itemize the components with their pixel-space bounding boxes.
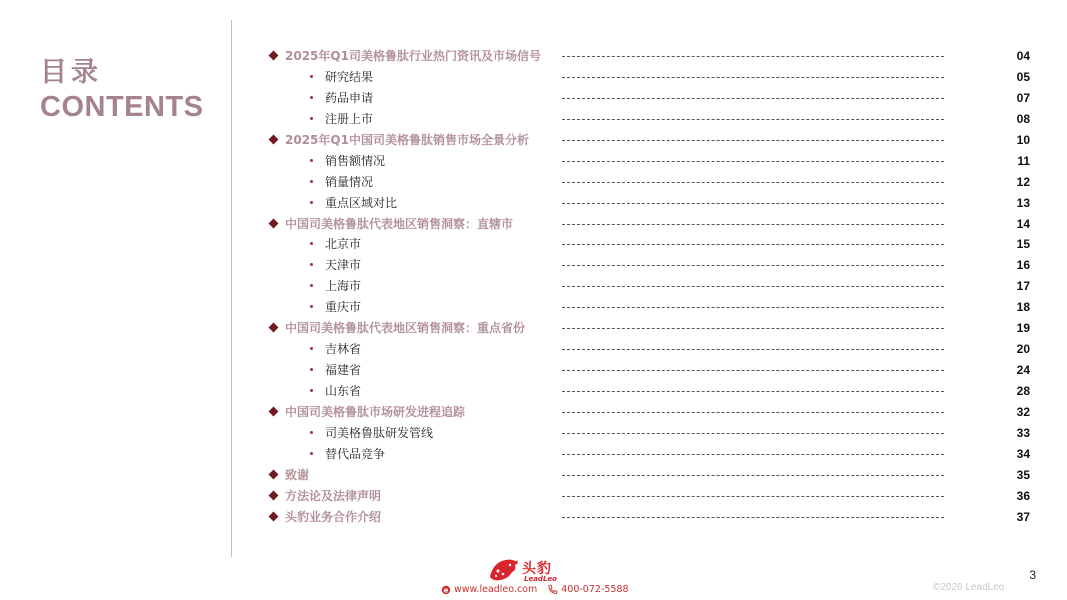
toc-section-label: 中国司美格鲁肽市场研发进程追踪 (285, 404, 466, 419)
toc-subitem-label: 药品申请 (325, 90, 374, 105)
toc-section-label: 中国司美格鲁肽代表地区销售洞察：直辖市 (285, 216, 514, 231)
toc-section-label: 2025年Q1中国司美格鲁肽销售市场全景分析 (285, 132, 529, 147)
toc-subitem-label: 北京市 (325, 237, 362, 252)
diamond-bullet-icon (269, 406, 279, 416)
toc-page-number: 07 (1016, 90, 1030, 105)
dot-bullet-icon (310, 263, 313, 266)
dotted-leader (562, 56, 944, 57)
toc-page-number: 11 (1017, 153, 1030, 168)
toc-page-number: 24 (1016, 363, 1030, 378)
dotted-leader (562, 454, 944, 455)
toc-subitem-row[interactable] (268, 255, 1038, 276)
diamond-bullet-icon (269, 51, 279, 61)
diamond-bullet-icon (269, 218, 279, 228)
toc-subitem-row[interactable] (268, 234, 1038, 255)
phone-icon (547, 584, 558, 595)
toc-section-label: 方法论及法律声明 (285, 488, 382, 503)
toc-page-number: 18 (1016, 300, 1030, 315)
dot-bullet-icon (310, 201, 313, 204)
toc-subitem-row[interactable] (268, 151, 1038, 172)
dotted-leader (562, 244, 944, 245)
page-number: 3 (1029, 568, 1036, 582)
dotted-leader (562, 119, 944, 120)
toc-subitem-row[interactable] (268, 172, 1038, 193)
toc-subitem-label: 上海市 (325, 279, 362, 294)
dotted-leader (562, 286, 944, 287)
toc-section-row[interactable] (268, 486, 1038, 507)
toc-subitem-label: 司美格鲁肽研发管线 (325, 425, 434, 440)
toc-page-number: 35 (1016, 467, 1030, 482)
contents-title (40, 56, 204, 124)
toc-subitem-row[interactable] (268, 88, 1038, 109)
dot-bullet-icon (310, 389, 313, 392)
dot-bullet-icon (310, 117, 313, 120)
dot-bullet-icon (310, 431, 313, 434)
dot-bullet-icon (310, 368, 313, 371)
toc-subitem-row[interactable] (268, 381, 1038, 402)
dot-bullet-icon (310, 180, 313, 183)
toc-subitem-label: 销量情况 (325, 174, 374, 189)
diamond-bullet-icon (269, 469, 279, 479)
toc-subitem-label: 销售额情况 (325, 153, 386, 168)
toc-page-number: 04 (1016, 49, 1030, 63)
toc-subitem-row[interactable] (268, 193, 1038, 214)
toc-section-row[interactable] (268, 507, 1038, 528)
dotted-leader (562, 265, 944, 266)
table-of-contents (268, 46, 1038, 528)
toc-section-row[interactable] (268, 214, 1038, 235)
toc-subitem-label: 研究结果 (325, 69, 374, 84)
dot-bullet-icon (310, 347, 313, 350)
dotted-leader (562, 517, 944, 518)
dotted-leader (562, 475, 944, 476)
dotted-leader (562, 412, 944, 413)
toc-page-number: 32 (1016, 404, 1030, 419)
dot-bullet-icon (310, 159, 313, 162)
toc-page-number: 14 (1016, 216, 1030, 231)
diamond-bullet-icon (269, 323, 279, 333)
toc-page-number: 36 (1016, 488, 1030, 503)
dotted-leader (562, 349, 944, 350)
toc-subitem-row[interactable] (268, 67, 1038, 88)
dot-bullet-icon (310, 284, 313, 287)
toc-page-number: 08 (1016, 111, 1030, 126)
toc-subitem-label: 注册上市 (325, 111, 374, 126)
dotted-leader (562, 307, 944, 308)
toc-page-number: 17 (1016, 279, 1030, 294)
toc-page-number: 28 (1016, 384, 1030, 398)
dot-bullet-icon (310, 305, 313, 308)
dot-bullet-icon (310, 242, 313, 245)
phone-number: 400-072-5588 (561, 584, 629, 595)
diamond-bullet-icon (269, 134, 279, 144)
toc-page-number: 16 (1016, 258, 1030, 273)
toc-subitem-row[interactable] (268, 276, 1038, 297)
toc-section-label: 致谢 (285, 467, 310, 482)
toc-page-number: 19 (1016, 321, 1030, 336)
toc-section-label: 2025年Q1司美格鲁肽行业热门资讯及市场信号 (285, 49, 541, 63)
toc-page-number: 10 (1016, 132, 1030, 147)
title-en: CONTENTS (40, 91, 204, 123)
toc-subitem-row[interactable] (268, 109, 1038, 130)
dotted-leader (562, 182, 944, 183)
dotted-leader (562, 98, 944, 99)
toc-subitem-label: 重点区域对比 (325, 195, 398, 210)
toc-subitem-row[interactable] (268, 339, 1038, 360)
toc-subitem-label: 吉林省 (325, 342, 362, 357)
web-icon (441, 585, 451, 595)
toc-subitem-row[interactable] (268, 444, 1038, 465)
toc-page-number: 15 (1016, 237, 1030, 252)
title-zh: 目录 (40, 57, 102, 88)
leopard-logo-icon (488, 557, 520, 583)
diamond-bullet-icon (269, 511, 279, 521)
dotted-leader (562, 370, 944, 371)
toc-section-row[interactable] (268, 130, 1038, 151)
dotted-leader (562, 433, 944, 434)
toc-section-row[interactable] (268, 402, 1038, 423)
brand-name-en: LeadLeo (524, 575, 557, 583)
toc-subitem-label: 重庆市 (325, 300, 362, 315)
toc-section-label: 头豹业务合作介绍 (285, 509, 382, 524)
toc-page-number: 37 (1016, 509, 1030, 524)
toc-page-number: 33 (1016, 425, 1030, 440)
dot-bullet-icon (310, 96, 313, 99)
toc-subitem-label: 山东省 (325, 384, 362, 398)
toc-page-number: 34 (1016, 446, 1030, 461)
toc-page-number: 05 (1016, 69, 1030, 84)
divider-line (231, 20, 232, 557)
diamond-bullet-icon (269, 490, 279, 500)
dotted-leader (562, 77, 944, 78)
toc-section-label: 中国司美格鲁肽代表地区销售洞察：重点省份 (285, 321, 526, 336)
dotted-leader (562, 391, 944, 392)
dotted-leader (562, 161, 944, 162)
dotted-leader (562, 224, 944, 225)
dotted-leader (562, 496, 944, 497)
toc-subitem-row[interactable] (268, 360, 1038, 381)
svg-text:e: e (443, 586, 449, 595)
toc-page-number: 20 (1016, 342, 1030, 357)
brand-name-zh: 头豹 (522, 561, 552, 577)
dot-bullet-icon (310, 75, 313, 78)
toc-subitem-row[interactable] (268, 423, 1038, 444)
toc-subitem-row[interactable] (268, 297, 1038, 318)
dotted-leader (562, 328, 944, 329)
dot-bullet-icon (310, 452, 313, 455)
dotted-leader (562, 203, 944, 204)
copyright-notice: ©2026 LeadLeo (933, 582, 1005, 593)
toc-subitem-label: 福建省 (325, 363, 362, 378)
toc-page-number: 13 (1016, 195, 1030, 210)
toc-section-row[interactable] (268, 46, 1038, 67)
toc-section-row[interactable] (268, 465, 1038, 486)
website-link[interactable]: www.leadleo.com (454, 584, 538, 595)
toc-subitem-label: 替代品竞争 (325, 446, 386, 461)
contact-info (441, 584, 629, 595)
dotted-leader (562, 140, 944, 141)
toc-subitem-label: 天津市 (325, 258, 362, 273)
toc-page-number: 12 (1016, 174, 1030, 189)
toc-section-row[interactable] (268, 318, 1038, 339)
